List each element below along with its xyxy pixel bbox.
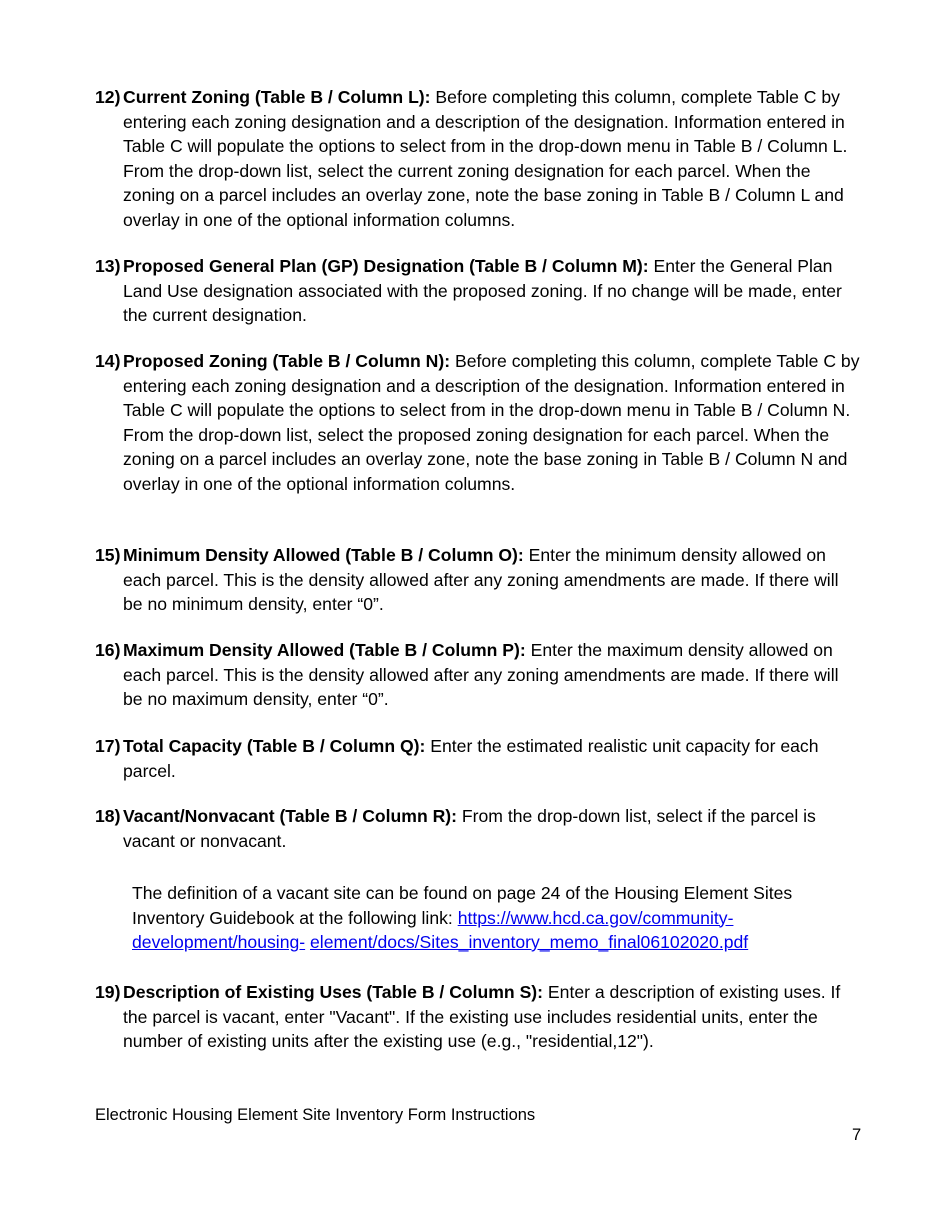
- item-heading: Proposed Zoning (Table B / Column N):: [123, 351, 451, 371]
- item-body: [95, 349, 860, 496]
- item-text: From the drop-down list, select if the parcel is vacant or nonvacant.: [123, 806, 816, 851]
- item-number: 18): [95, 806, 121, 826]
- item-body: [95, 85, 860, 232]
- guidebook-link-continued[interactable]: element/docs/Sites_inventory_memo_final06102020.pdf: [310, 932, 749, 952]
- item-number: 14): [95, 351, 121, 371]
- item-number: 12): [95, 87, 121, 107]
- item-heading: Vacant/Nonvacant (Table B / Column R):: [123, 806, 457, 826]
- item-body: [95, 804, 860, 853]
- item-text: Enter the estimated realistic unit capacity for each parcel.: [123, 736, 819, 781]
- instruction-item-13: [95, 254, 860, 328]
- item-number: 19): [95, 982, 121, 1002]
- item-number: 13): [95, 256, 121, 276]
- item-text: Before completing this column, complete Table C by entering each zoning designation and a description of the designation. Information entered in Table C will populate the options to select from in the drop-down menu in Table B / Column L. From the drop-down list, select the current zoning designation for each parcel. When the zoning on a parcel includes an overlay zone, note the base zoning in Table B / Column L and overlay in one of the optional information columns.: [123, 87, 848, 230]
- instruction-item-18: [95, 804, 860, 853]
- item-heading: Maximum Density Allowed (Table B / Column P):: [123, 640, 526, 660]
- item-body: [95, 543, 860, 617]
- item-heading: Total Capacity (Table B / Column Q):: [123, 736, 426, 756]
- instruction-item-15: [95, 543, 860, 617]
- item-text: Enter the General Plan Land Use designation associated with the proposed zoning. If no change will be made, enter the current designation.: [123, 256, 842, 325]
- item-text: Enter the minimum density allowed on each parcel. This is the density allowed after any zoning amendments are made. If there will be no minimum density, enter “0”.: [123, 545, 839, 614]
- instruction-item-17: [95, 734, 860, 783]
- item-heading: Current Zoning (Table B / Column L):: [123, 87, 431, 107]
- item-number: 15): [95, 545, 121, 565]
- item-text: Before completing this column, complete Table C by entering each zoning designation and a description of the designation. Information entered in Table C will populate the options to select from in the drop-down menu in Table B / Column N. From the drop-down list, select the proposed zoning designation for each parcel. When the zoning on a parcel includes an overlay zone, note the base zoning in Table B / Column N and overlay in one of the optional information columns.: [123, 351, 860, 494]
- vacant-site-note: [132, 881, 832, 955]
- page-number: 7: [852, 1126, 862, 1144]
- item-heading: Description of Existing Uses (Table B / Column S):: [123, 982, 544, 1002]
- instruction-item-14: [95, 349, 860, 496]
- item-body: [95, 638, 860, 712]
- item-text: Enter a description of existing uses. If the parcel is vacant, enter "Vacant". If the existing use includes residential units, enter the number of existing units after the existing use (e.g., "residential,12").: [123, 982, 841, 1051]
- item-heading: Proposed General Plan (GP) Designation (Table B / Column M):: [123, 256, 649, 276]
- note-text: The definition of a vacant site can be found on page 24 of the Housing Element Sites Inventory Guidebook at the following link:: [132, 883, 793, 928]
- instruction-item-12: [95, 85, 860, 232]
- item-body: [95, 254, 860, 328]
- item-body: [95, 980, 860, 1054]
- instruction-item-16: [95, 638, 860, 712]
- item-number: 17): [95, 736, 121, 756]
- item-text: Enter the maximum density allowed on each parcel. This is the density allowed after any zoning amendments are made. If there will be no maximum density, enter “0”.: [123, 640, 839, 709]
- document-footer: Electronic Housing Element Site Inventory Form Instructions: [95, 1106, 536, 1124]
- instruction-item-19: [95, 980, 860, 1054]
- item-heading: Minimum Density Allowed (Table B / Column O):: [123, 545, 524, 565]
- item-number: 16): [95, 640, 121, 660]
- guidebook-link[interactable]: https://www.hcd.ca.gov/community-development/housing-: [132, 907, 734, 952]
- item-body: [95, 734, 860, 783]
